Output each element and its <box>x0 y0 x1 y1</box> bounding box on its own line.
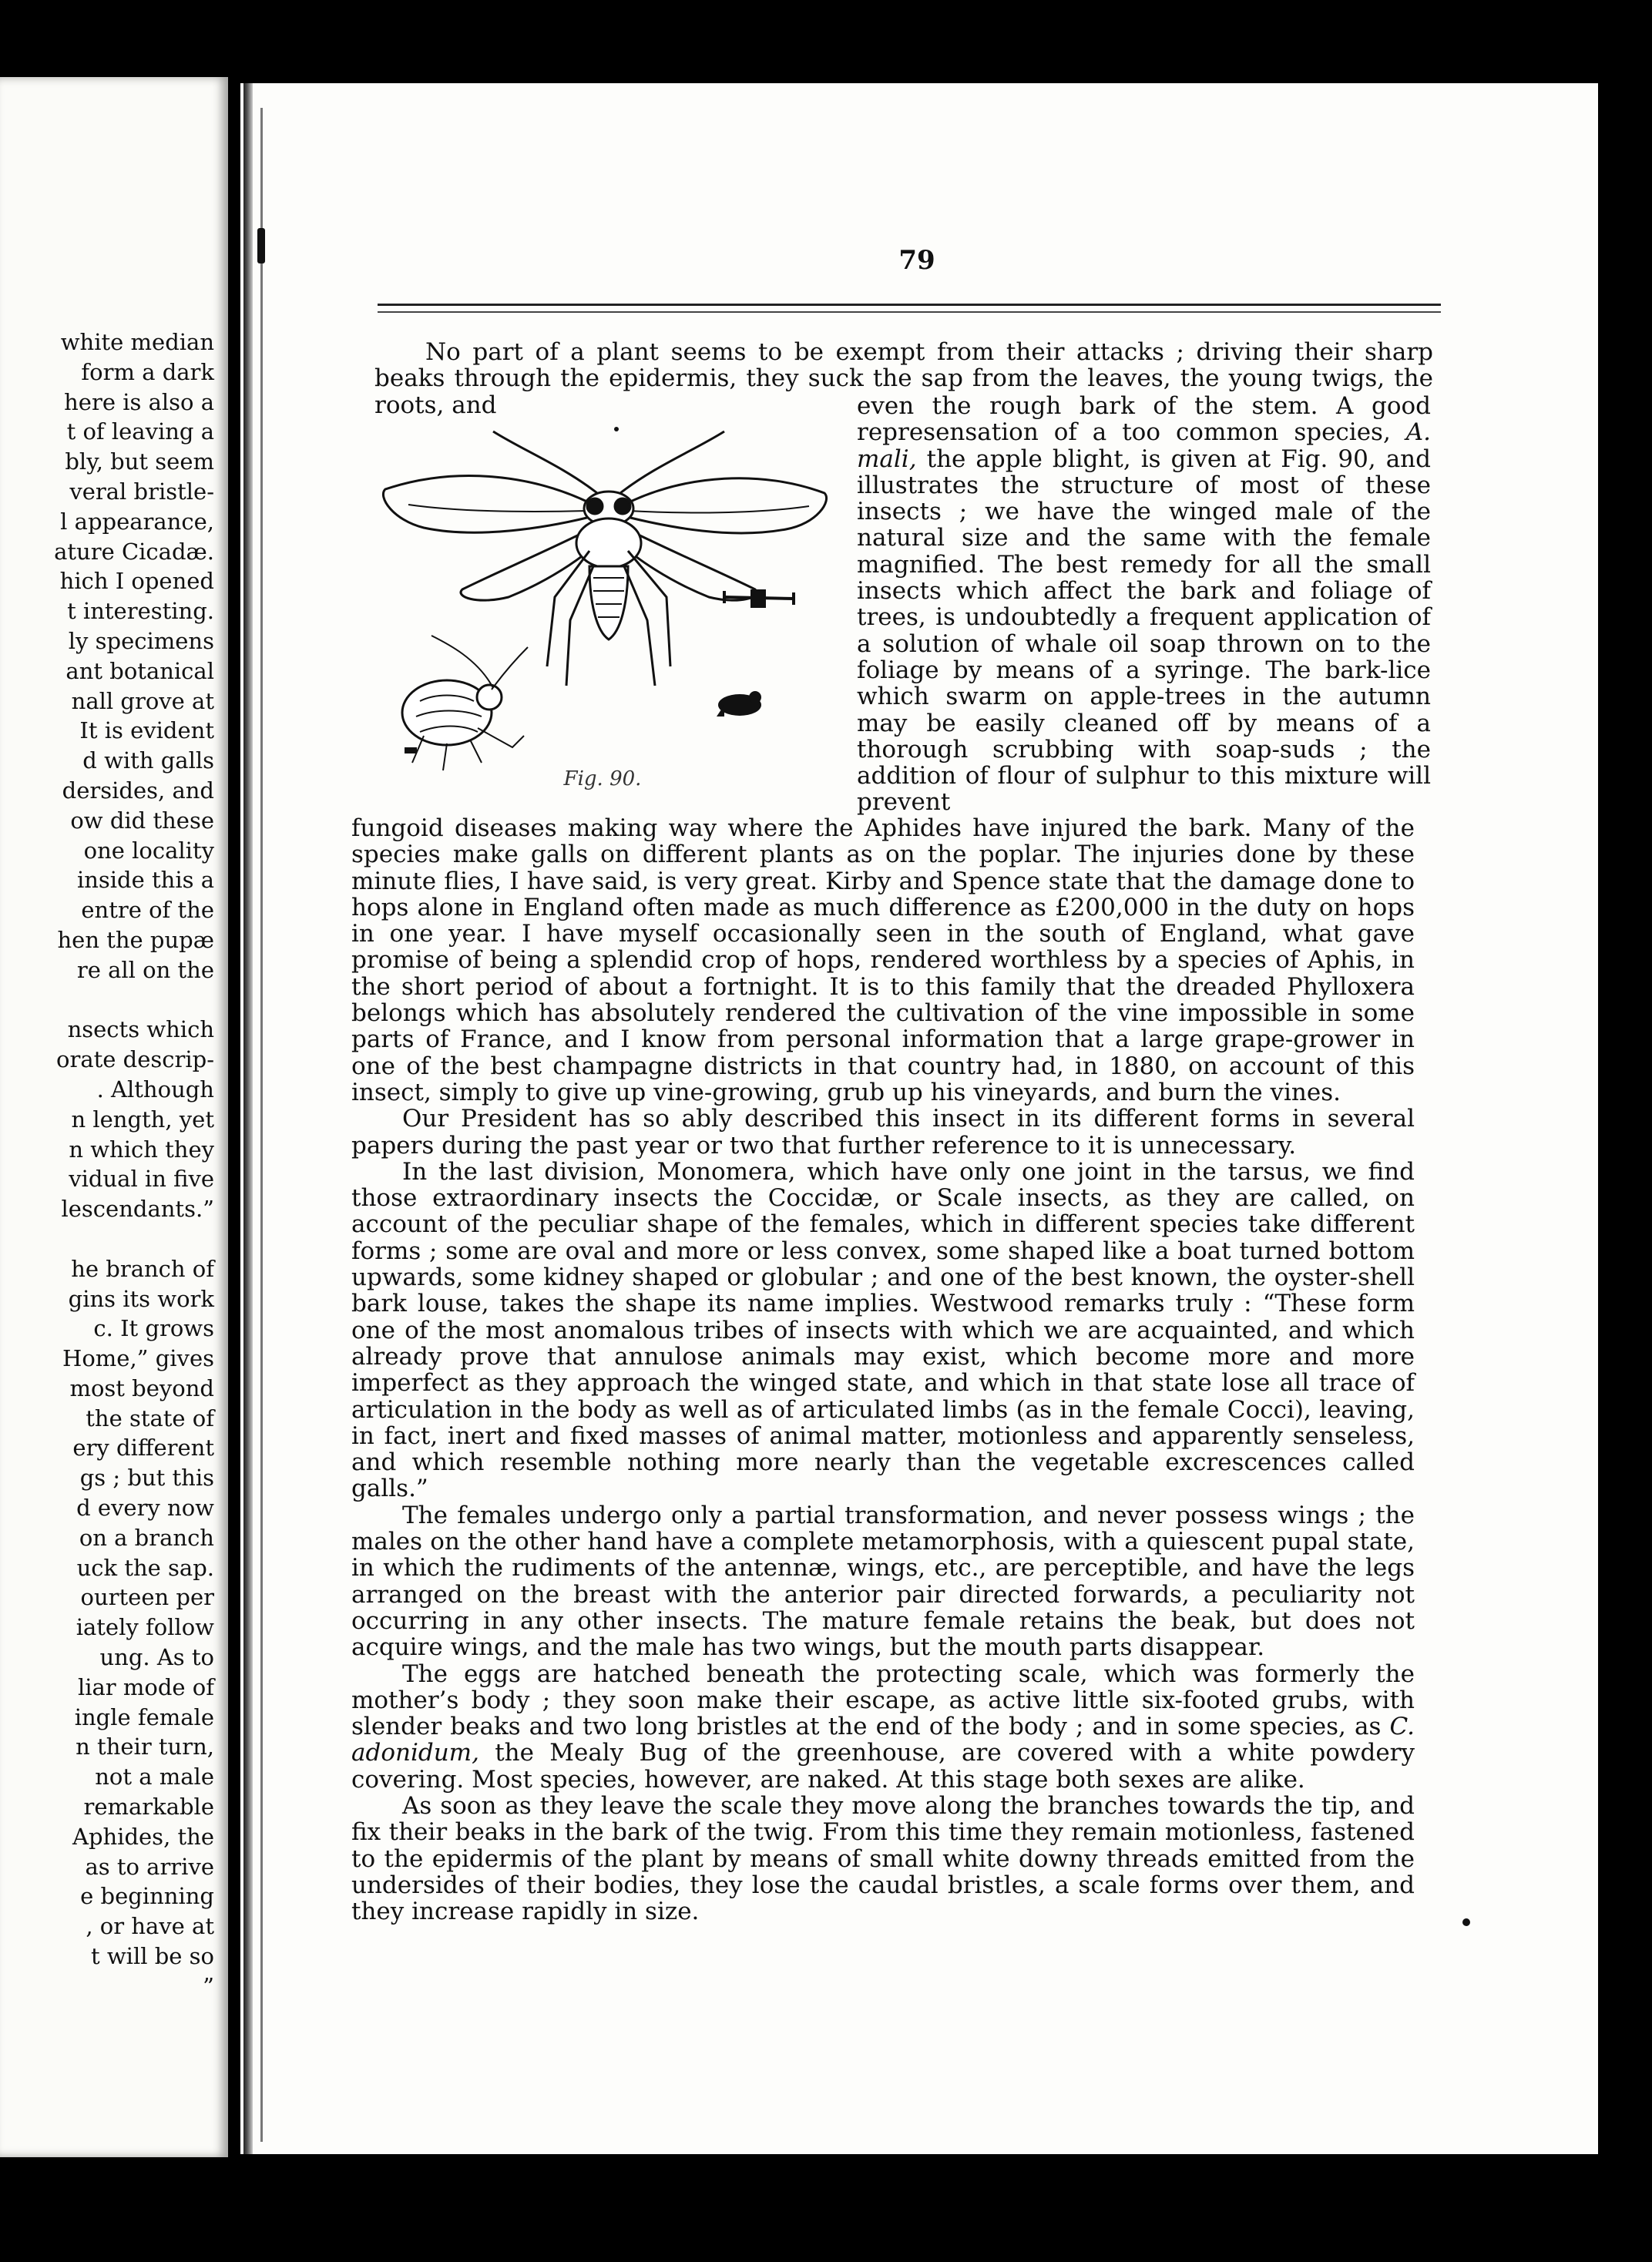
figure-caption: Fig. 90. <box>563 767 642 790</box>
facing-page-line: It is evident <box>79 717 214 744</box>
gutter-line <box>260 108 263 2142</box>
facing-page-line: as to arrive <box>85 1853 214 1880</box>
paragraph-1-right-a: even the rough bark of the stem. A good represensation of a too common species, <box>857 392 1431 447</box>
paragraph-4: The females undergo only a partial transformation, and never possess wings ; the males on the other hand have a complete metamorphosis, with a quiescent pupal state, in which the rudiments of the antennæ, wings, etc., are perceptible, and have the legs arranged on the breast with the anterior pair directed forwards, a peculiarity not occurring in any other insects. The mature female retains the beak, but does not acquire wings, and the male has two wings, but the mouth parts disappear. <box>351 1501 1415 1662</box>
facing-page-line: uck the sap. <box>76 1554 214 1581</box>
facing-page-line: the state of <box>86 1405 214 1431</box>
facing-page-line: dersides, and <box>62 777 214 804</box>
header-rule-thick <box>378 304 1441 306</box>
facing-page-line: n length, yet <box>71 1106 214 1133</box>
facing-page-text <box>0 327 214 2002</box>
facing-page-line: hich I opened <box>59 568 214 595</box>
facing-page-line: he branch of <box>71 1255 214 1282</box>
winged-aphid-right-antenna <box>620 431 724 493</box>
facing-page-line: d with galls <box>82 747 214 774</box>
tiny-female-icon <box>405 747 417 753</box>
facing-page-line: remarkable <box>83 1794 214 1821</box>
winged-aphid-left-antenna <box>493 431 597 493</box>
facing-page-line: c. It grows <box>93 1315 214 1342</box>
paragraph-1-wrapped-text <box>857 393 1431 816</box>
species-name-a-mali: A. mali, <box>857 418 1431 473</box>
facing-page-line: nsects which <box>67 1016 214 1043</box>
facing-page-line: ourteen per <box>80 1584 214 1611</box>
natural-size-male-icon <box>724 591 794 606</box>
paragraph-6: As soon as they leave the scale they move along the branches towards the tip, and fix their beaks in the bark of the twig. From this time they remain motionless, fastened to the epidermis of the plant by means of small white downy threads emitted from the undersides of their bodies, they lose the caudal bristles, a scale forms over them, and they increase rapidly in size. <box>351 1791 1415 1926</box>
paragraph-1-right-b: the apple blight, is given at Fig. 90, and illustrates the structure of most of these insects ; we have the winged male of the natural size and the same with the female magnified. The best remedy for all the small insects which affect the bark and foliage of trees, is undoubtedly a frequent application of a solution of whale oil soap thrown on to the foliage by means of a syringe. The bark-lice which swarm on apple-trees in the autumn may be easily cleaned off by means of a thorough scrubbing with soap-suds ; the addition of flour of sulphur to this mixture will prevent <box>857 445 1431 817</box>
paragraph-3: In the last division, Monomera, which have only one joint in the tarsus, we find those extraordinary insects the Coccidæ, or Scale insects, as they are called, on account of the peculiar shape of the females, which in different species take different forms ; some are oval and more or less convex, some shaped like a boat turned bottom upwards, some kidney shaped or globular ; and one of the best known, the oyster-shell bark louse, takes the shape its name implies. Westwood remarks truly : “These form one of the most anomalous tribes of insects with which we are acquainted, and which already prove that annulose animals may exist, which become more and more imperfect as they approach the winged state, and which in that state lose all trace of articulation in the body as well as of articulated limbs (as in the female Cocci), leaving, in fact, inert and fixed masses of animal matter, motionless and apparently senseless, and which resemble nothing more nearly than the vegetable excrescences called galls.” <box>351 1157 1415 1503</box>
facing-page-line: ly specimens <box>68 627 214 654</box>
facing-page-line: entre of the <box>81 897 214 924</box>
winged-aphid-left-forewing <box>383 476 593 533</box>
facing-page-line: t interesting. <box>67 598 214 625</box>
book-spine <box>243 83 253 2154</box>
binding-mark <box>257 228 265 263</box>
aphid-figure-svg <box>362 420 840 774</box>
facing-page-line: vidual in five <box>69 1166 214 1193</box>
paragraph-2: Our President has so ably described this insect in its different forms in several papers during the past year or two that further reference to it is unnecessary. <box>351 1105 1415 1160</box>
facing-page-line: white median <box>60 329 214 355</box>
facing-page-line: most beyond <box>69 1374 214 1401</box>
facing-page-line: ingle female <box>74 1703 214 1730</box>
facing-page-line: bly, but seem <box>65 448 214 475</box>
natural-size-female-icon <box>717 691 761 717</box>
winged-aphid-thorax <box>576 519 641 568</box>
facing-page-line: Aphides, the <box>72 1823 214 1850</box>
facing-page-line: t will be so <box>90 1943 214 1970</box>
facing-page-line: Home,” gives <box>62 1345 214 1372</box>
facing-page-line: on a branch <box>79 1524 214 1551</box>
facing-page-line: lescendants.” <box>61 1196 214 1223</box>
header-rule-thin <box>378 311 1441 313</box>
facing-page-line: ung. As to <box>99 1644 214 1671</box>
paragraph-5-a: The eggs are hatched beneath the protecting scale, which was formerly the mother’s body ; they soon make their escape, as active little six-footed grubs, with slender beaks and two long bristles at the end of the body ; and in some species, as <box>351 1660 1415 1741</box>
facing-page-line: , or have at <box>86 1913 214 1940</box>
facing-page-line: not a male <box>95 1764 214 1790</box>
facing-page-line: one locality <box>83 837 214 864</box>
wingless-female-aphid <box>402 680 502 745</box>
paragraph-1-wrapped <box>857 393 1431 816</box>
facing-page-line: gs ; but this <box>79 1465 214 1492</box>
paragraph-5-b: the Mealy Bug of the greenhouse, are covered with a white powdery covering. Most species, however, are naked. At this stage both sexes are alike. <box>351 1739 1415 1794</box>
facing-page-line: ant botanical <box>65 657 214 684</box>
paragraph-1-end: fungoid diseases making way where the Aphides have injured the bark. Many of the species make galls on different plants as on the poplar. The injuries done by these minute flies, I have said, is very great. Kirby and Spence state that the damage done to hops alone in England often made as much difference as £200,000 in the duty on hops in one year. I have myself occasionally seen in the south of England, what gave promise of being a splendid crop of hops, rendered worthless by a species of Aphis, in the short period of about a fortnight. It is to this family that the dreaded Phylloxera belongs which has absolutely rendered the cultivation of the vine impossible in some parts of France, and I know from personal information that a large grape-grower in one of the best champagne districts in that country had, in 1880, on account of this insect, simply to give up vine-growing, grub up his vineyards, and burn the vines. <box>351 814 1415 1106</box>
facing-page-line: ow did these <box>70 807 214 834</box>
species-name-c-adonidum: C. adonidum, <box>351 1713 1415 1767</box>
facing-page-line: d every now <box>76 1495 214 1522</box>
margin-dot <box>1462 1918 1470 1926</box>
paragraph-1-start: No part of a plant seems to be exempt from their attacks ; driving their sharp beaks through the epidermis, they suck the sap from the leaves, the young twigs, the roots, and <box>374 338 1433 419</box>
facing-page-line: ature Cicadæ. <box>54 538 214 565</box>
facing-page-fragment <box>0 77 228 2157</box>
facing-page-line: iately follow <box>76 1614 214 1641</box>
facing-page-line: orate descrip- <box>56 1046 214 1073</box>
facing-page-line: ” <box>203 1972 214 1999</box>
winged-aphid-right-forewing <box>624 478 827 533</box>
facing-page-line: here is also a <box>64 388 214 415</box>
facing-page-line: n their turn, <box>76 1733 214 1760</box>
facing-page-line: gins its work <box>68 1285 214 1312</box>
facing-page-line <box>0 985 214 1015</box>
facing-page-line <box>0 1224 214 1254</box>
facing-page-line: ery different <box>72 1435 214 1462</box>
facing-page-line: form a dark <box>81 358 214 385</box>
facing-page-line: n which they <box>69 1136 214 1163</box>
facing-page-line: inside this a <box>76 867 214 894</box>
facing-page-line: re all on the <box>76 956 214 983</box>
facing-page-line: nall grove at <box>71 687 214 714</box>
facing-page-line: veral bristle- <box>69 478 214 505</box>
main-text-column <box>351 815 1415 1925</box>
facing-page-line: liar mode of <box>77 1673 214 1700</box>
facing-page-line: l appearance, <box>60 508 214 535</box>
paragraph-5 <box>351 1661 1415 1793</box>
page-number: 79 <box>898 245 935 276</box>
facing-page-line: hen the pupæ <box>57 926 214 953</box>
facing-page-line: t of leaving a <box>66 418 214 445</box>
facing-page-line: . Although <box>96 1076 214 1102</box>
facing-page-line: e beginning <box>80 1883 214 1910</box>
aphid-illustration <box>362 420 840 774</box>
